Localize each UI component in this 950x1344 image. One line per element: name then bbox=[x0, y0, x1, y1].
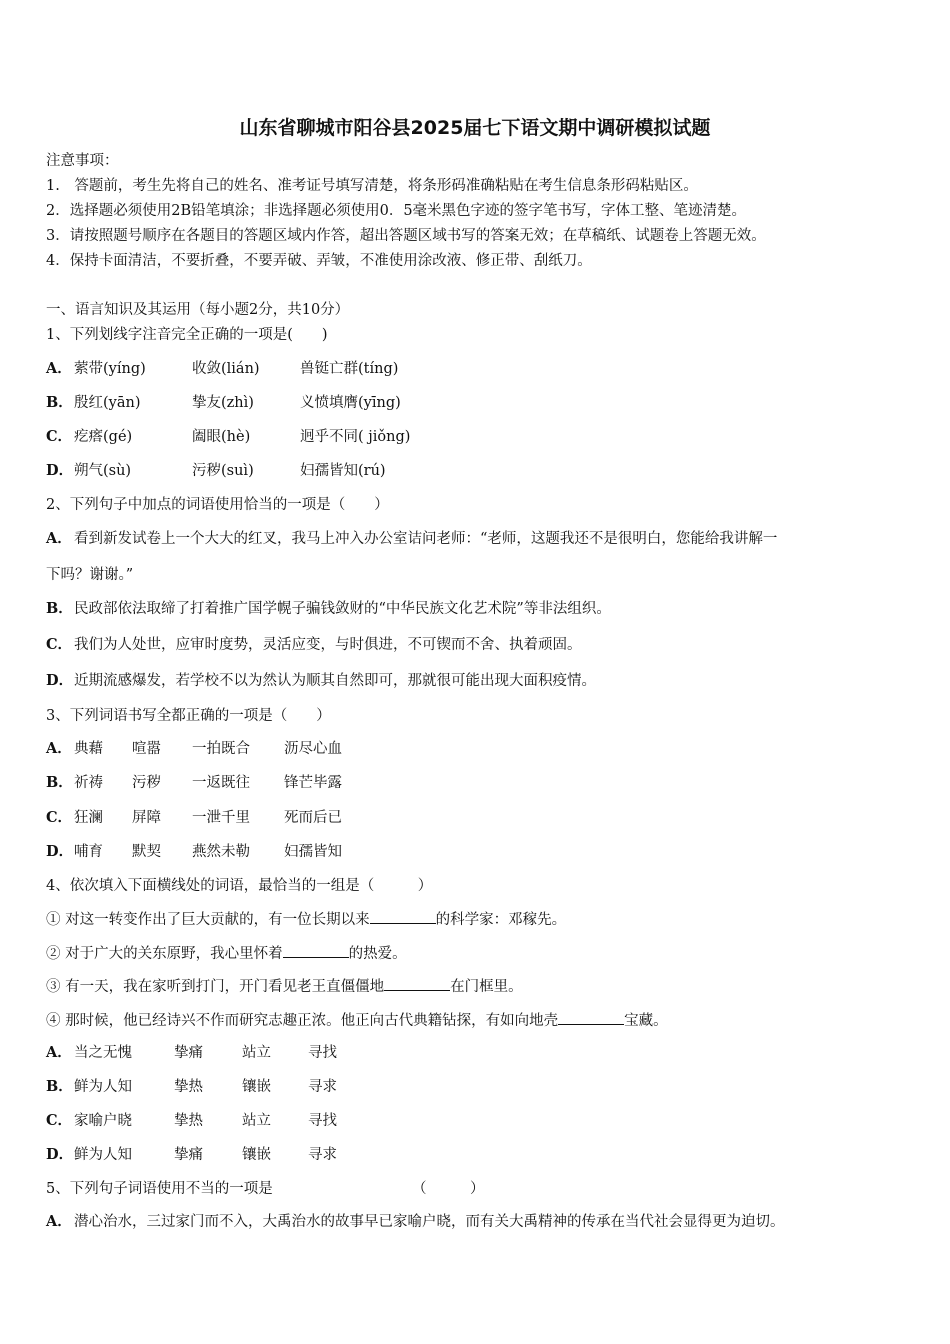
q2-option-c: C． 我们为人处世，应审时度势，灵活应变，与时俱进，不可锲而不舍、执着顽固。 bbox=[46, 636, 582, 653]
q4-sentence-4: ④ 那时候，他已经诗兴不作而研究志趣正浓。他正向古代典籍钻探，有如向地壳 宝藏。 bbox=[46, 1010, 668, 1031]
fill-blank bbox=[558, 1010, 624, 1025]
notice-item: 1. 答题前，考生先将自己的姓名、准考证号填写清楚，将条形码准确粘贴在考生信息条形码粘贴区。 bbox=[46, 178, 698, 194]
q3-option-c: C． 狂澜 屏障 一泄千里 死而后已 bbox=[46, 809, 342, 826]
q1-option-d: D．朔气(sù) 污秽(suì) 妇孺皆知(rú) bbox=[46, 462, 386, 479]
section-heading: 一、语言知识及其运用（每小题2分，共10分） bbox=[46, 302, 350, 318]
q1-option-b: B．殷红(yān) 挚友(zhì) 义愤填膺(yīng) bbox=[46, 394, 401, 411]
q4-sentence-3: ③ 有一天，我在家听到打门，开门看见老王直僵僵地 在门框里。 bbox=[46, 976, 523, 997]
notice-heading: 注意事项： bbox=[46, 153, 119, 169]
page-title: 山东省聊城市阳谷县2025届七下语文期中调研模拟试题 bbox=[239, 117, 711, 139]
q1-option-c: C． 疙瘩(gé) 阖眼(hè) 迥乎不同( jiǒng) bbox=[46, 428, 411, 445]
question-5-stem: 5、下列句子词语使用不当的一项是 （ ） bbox=[46, 1181, 485, 1197]
fill-blank bbox=[283, 943, 349, 958]
q2-option-d: D．近期流感爆发，若学校不以为然认为顺其自然即可，那就很可能出现大面积疫情。 bbox=[46, 672, 596, 689]
q4-option-b: B．鲜为人知 挚热 镶嵌 寻求 bbox=[46, 1078, 337, 1095]
fill-blank bbox=[384, 976, 450, 991]
question-2-stem: 2、下列句子中加点的词语使用恰当的一项是（ ） bbox=[46, 497, 389, 513]
q2-option-b: B．民政部依法取缔了打着推广国学幌子骗钱敛财的“中华民族文化艺术院”等非法组织。 bbox=[46, 600, 611, 617]
notice-item: 2．选择题必须使用2B铅笔填涂；非选择题必须使用0．5毫米黑色字迹的签字笔书写，字体工整、笔迹清楚。 bbox=[46, 203, 747, 219]
notice-item: 3．请按照题号顺序在各题目的答题区域内作答，超出答题区域书写的答案无效；在草稿纸、试题卷上答题无效。 bbox=[46, 228, 766, 244]
q4-option-a: A． 当之无愧 挚痛 站立 寻找 bbox=[46, 1044, 337, 1061]
q3-option-a: A． 典藉 喧嚣 一拍既合 沥尽心血 bbox=[46, 740, 342, 757]
q4-option-d: D．鲜为人知 挚痛 镶嵌 寻求 bbox=[46, 1146, 337, 1163]
q3-option-b: B．祈祷 污秽 一返既往 锋芒毕露 bbox=[46, 774, 342, 791]
notice-item: 4．保持卡面清洁，不要折叠，不要弄破、弄皱，不准使用涂改液、修正带、刮纸刀。 bbox=[46, 253, 592, 269]
q3-option-d: D．哺育 默契 燕然未勒 妇孺皆知 bbox=[46, 843, 342, 860]
q1-option-a: A． 萦带(yíng) 收敛(lián) 兽铤亡群(tíng) bbox=[46, 360, 399, 377]
question-1-stem: 1、下列划线字注音完全正确的一项是( ) bbox=[46, 327, 328, 343]
question-3-stem: 3、下列词语书写全都正确的一项是（ ） bbox=[46, 708, 331, 724]
q4-sentence-2: ② 对于广大的关东原野，我心里怀着 的热爱。 bbox=[46, 943, 407, 964]
q4-option-c: C． 家喻户晓 挚热 站立 寻找 bbox=[46, 1112, 337, 1129]
q5-option-a: A． 潜心治水，三过家门而不入，大禹治水的故事早已家喻户晓，而有关大禹精神的传承在当代社会显得更为迫切。 bbox=[46, 1213, 785, 1230]
q2-option-a-continued: 下吗？谢谢。” bbox=[46, 567, 134, 583]
fill-blank bbox=[370, 909, 436, 924]
q2-option-a: A． 看到新发试卷上一个大大的红叉，我马上冲入办公室诘问老师：“老师，这题我还不是很明白，您能给我讲解一 bbox=[46, 530, 778, 547]
q4-sentence-1: ① 对这一转变作出了巨大贡献的，有一位长期以来 的科学家：邓稼先。 bbox=[46, 909, 566, 930]
question-4-stem: 4、依次填入下面横线处的词语，最恰当的一组是（ ） bbox=[46, 878, 433, 894]
